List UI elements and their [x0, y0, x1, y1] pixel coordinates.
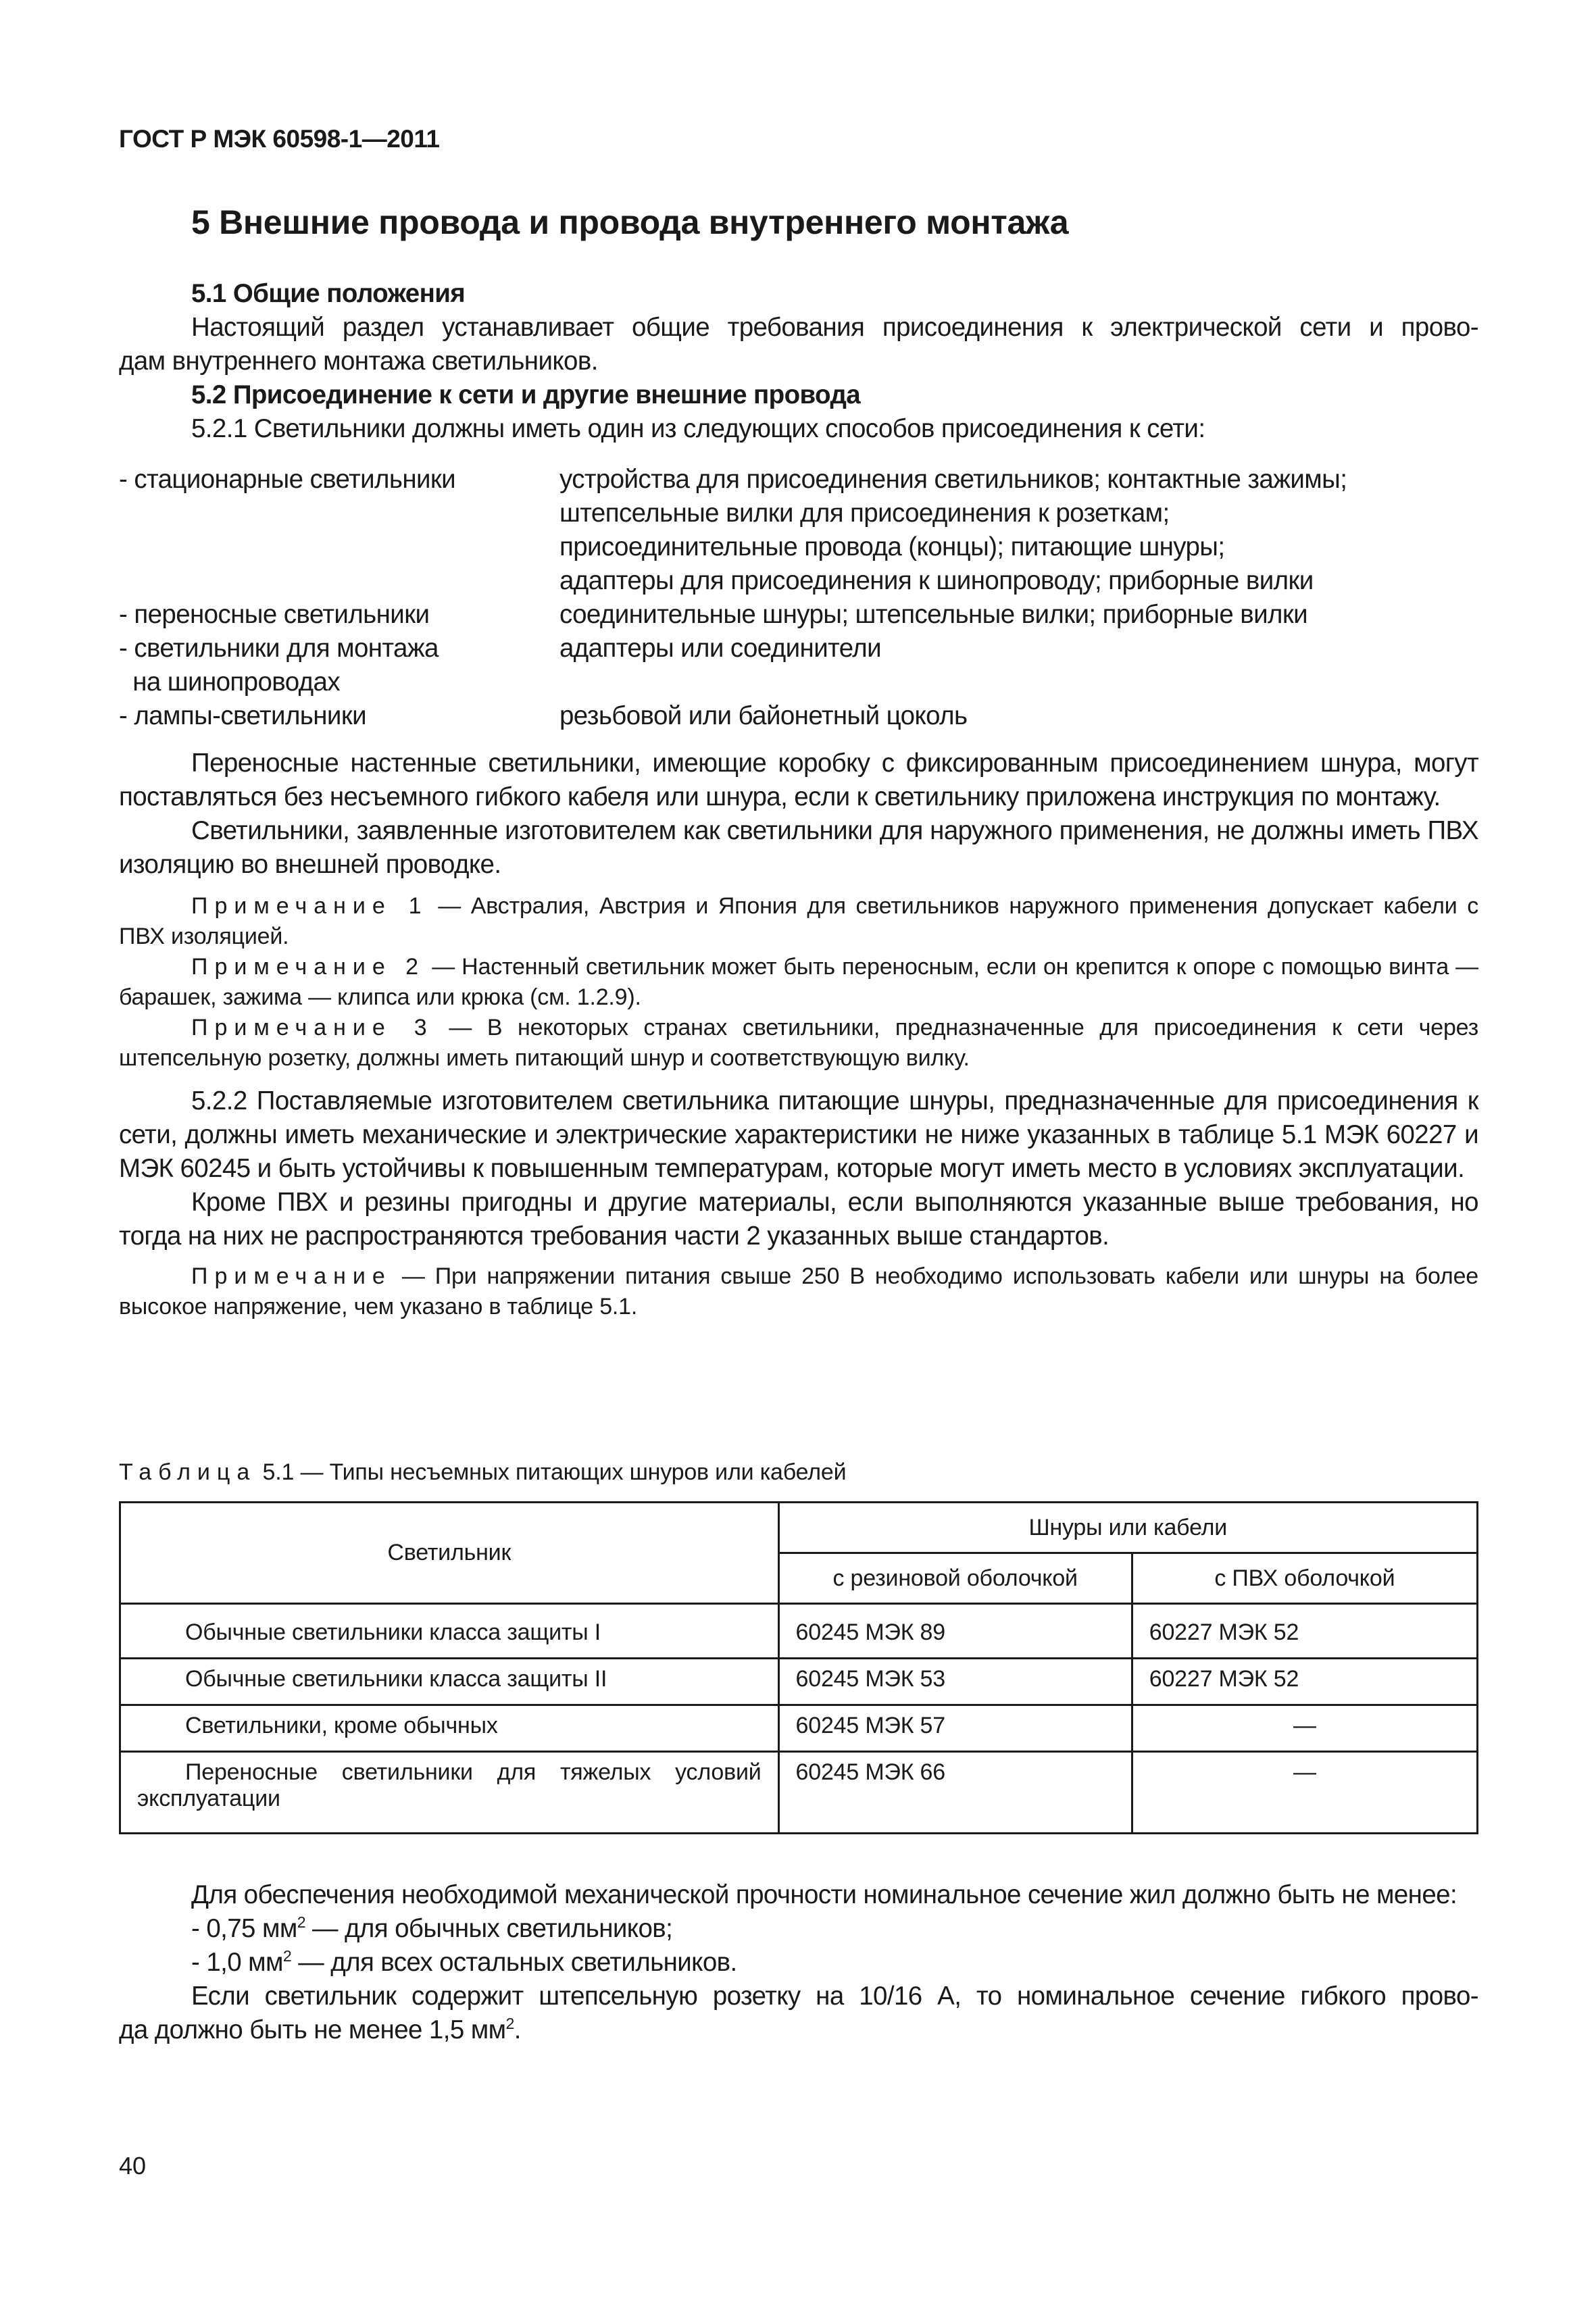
method-line: соединительные шнуры; штепсельные вилки; приборные вилки	[559, 600, 1308, 629]
subsection-heading-5-2: 5.2 Присоединение к сети и другие внешние провода	[191, 380, 861, 409]
note-label: Примечание 3	[191, 1015, 434, 1040]
socket-text: да должно быть не менее 1,5 мм	[119, 2015, 506, 2044]
note-text: — При напряжении питания свыше 250 В необходимо использовать кабели или шнуры на более высокое напряжение, чем указано в таблице 5.1.	[119, 1263, 1478, 1319]
subsection-heading-5-1: 5.1 Общие положения	[191, 279, 466, 308]
paragraph-general-line2: дам внутреннего монтажа светильников.	[119, 347, 598, 376]
cell-luminaire	[120, 1752, 779, 1834]
header-luminaire: Светильник	[120, 1503, 779, 1604]
luminaire-type: - лампы-светильники	[119, 701, 366, 730]
table-caption-text: 5.1 — Типы несъемных питающих шнуров или кабелей	[256, 1459, 847, 1485]
method-line: адаптеры или соединители	[559, 634, 882, 663]
standard-header: ГОСТ Р МЭК 60598-1—2011	[119, 125, 440, 153]
cell-luminaire-text: Переносные светильники для тяжелых условий эксплуатации	[137, 1759, 762, 1811]
list-item	[119, 665, 1478, 699]
page-number: 40	[119, 2152, 147, 2180]
table-caption-label: Таблица	[119, 1459, 257, 1485]
luminaire-type: - переносные светильники	[119, 600, 430, 629]
method-line: устройства для присоединения светильников; контактные зажимы;	[559, 465, 1347, 494]
method-line: резьбовой или байонетный цоколь	[559, 701, 968, 730]
note-1	[119, 891, 1478, 952]
list-item	[119, 632, 1478, 665]
method-line: штепсельные вилки для присоединения к розеткам;	[559, 499, 1170, 528]
cords-table	[119, 1501, 1478, 1834]
header-cords-group: Шнуры или кабели	[778, 1503, 1477, 1553]
section-title: 5 Внешние провода и провода внутреннего монтажа	[191, 203, 1069, 241]
cell-rubber: 60245 МЭК 66	[778, 1752, 1132, 1834]
list-item	[119, 598, 1478, 632]
note-2	[119, 952, 1478, 1013]
luminaire-type: - светильники для монтажа	[119, 634, 439, 663]
note-voltage	[119, 1261, 1478, 1322]
paragraph-cross-section: Для обеспечения необходимой механической прочности номинальное сечение жил должно быть не менее:	[191, 1880, 1457, 1909]
paragraph-portable-wall: Переносные настенные светильники, имеющие коробку с фиксированным присоединением шнура, могут поставляться без несъемного гибкого кабеля или шнура, если к светильнику приложена инструкция по монтажу.	[119, 749, 1478, 811]
table-caption	[119, 1459, 846, 1486]
paragraph-5-2-2: 5.2.2 Поставляемые изготовителем светильника питающие шнуры, предназначенные для присоединения к сети, должны иметь механические и электрические характеристики не ниже указанных в таблице 5.1 МЭК 60227 и МЭК 60245 и быть устойчивы к повышенным температурам, которые могут иметь место в условиях эксплуатации.	[119, 1086, 1478, 1183]
luminaire-type: - стационарные светильники	[119, 465, 456, 494]
table-row	[120, 1604, 1478, 1659]
cell-rubber: 60245 МЭК 53	[778, 1659, 1132, 1705]
cell-rubber: 60245 МЭК 89	[778, 1604, 1132, 1659]
note-label: Примечание	[191, 1263, 392, 1289]
cell-pvc: —	[1132, 1752, 1477, 1834]
table-row	[120, 1705, 1478, 1752]
cell-luminaire: Светильники, кроме обычных	[120, 1705, 779, 1752]
paragraph-materials: Кроме ПВХ и резины пригодны и другие материалы, если выполняются указанные выше требования, но тогда на них не распространяются требования части 2 указанных выше стандартов.	[119, 1188, 1478, 1251]
note-label: Примечание 2	[191, 954, 426, 980]
note-3	[119, 1013, 1478, 1074]
list-item	[119, 699, 1478, 733]
cell-pvc: —	[1132, 1705, 1477, 1752]
connection-methods	[559, 463, 1478, 598]
cell-luminaire: Обычные светильники класса защиты II	[120, 1659, 779, 1705]
note-text: — В некоторых странах светильники, предназначенные для присоединения к сети через штепсельную розетку, должны иметь питающий шнур и соответствующую вилку.	[119, 1015, 1478, 1071]
cross-section-item-1	[119, 1912, 1478, 1946]
paragraph-socket-line1: Если светильник содержит штепсельную розетку на 10/16 А, то номинальное сечение гибкого прово-	[191, 1982, 1478, 2011]
cross-section-item-2	[119, 1946, 1478, 1980]
paragraph-outdoor: Светильники, заявленные изготовителем как светильники для наружного применения, не должны иметь ПВХ изоляцию во внешней проводке.	[119, 816, 1478, 879]
paragraph-5-2-1: 5.2.1 Светильники должны иметь один из следующих способов присоединения к сети:	[191, 414, 1205, 443]
cross-section-block	[119, 1878, 1478, 2047]
cell-luminaire: Обычные светильники класса защиты I	[120, 1604, 779, 1659]
connection-methods-list	[119, 463, 1478, 733]
value-text: - 0,75 мм	[191, 1914, 297, 1943]
cell-pvc: 60227 МЭК 52	[1132, 1604, 1477, 1659]
item-text: — для всех остальных светильников.	[291, 1948, 737, 1977]
header-rubber: с резиновой оболочкой	[778, 1553, 1132, 1604]
table-header-row	[120, 1503, 1478, 1553]
note-label: Примечание 1	[191, 893, 428, 919]
note-text: — Настенный светильник может быть переносным, если он крепится к опоре с помощью винта — барашек, зажима — клипса или крюка (см. 1.2.9).	[119, 954, 1478, 1010]
method-line: присоединительные провода (концы); питающие шнуры;	[559, 532, 1225, 561]
header-pvc: с ПВХ оболочкой	[1132, 1553, 1477, 1604]
method-line	[559, 665, 1478, 699]
cell-pvc: 60227 МЭК 52	[1132, 1659, 1477, 1705]
method-line: адаптеры для присоединения к шинопроводу; приборные вилки	[559, 566, 1314, 595]
luminaire-type: на шинопроводах	[119, 668, 341, 697]
paragraph-general-line1: Настоящий раздел устанавливает общие требования присоединения к электрической сети и прово-	[191, 313, 1478, 342]
section-5-1-block	[119, 277, 1478, 446]
list-item	[119, 463, 1478, 598]
table-row	[120, 1752, 1478, 1834]
superscript: 2	[505, 2015, 514, 2033]
value-text: - 1,0 мм	[191, 1948, 283, 1977]
superscript: 2	[297, 1913, 305, 1932]
superscript: 2	[282, 1947, 292, 1965]
note-text: — Австралия, Австрия и Япония для светильников наружного применения допускает кабели с ПВХ изоляцией.	[119, 893, 1478, 949]
table-row	[120, 1659, 1478, 1705]
requirements-block	[119, 747, 1478, 1322]
socket-end: .	[514, 2015, 521, 2044]
paragraph-socket-line2	[119, 2013, 1478, 2047]
item-text: — для обычных светильников;	[305, 1914, 673, 1943]
cell-rubber: 60245 МЭК 57	[778, 1705, 1132, 1752]
